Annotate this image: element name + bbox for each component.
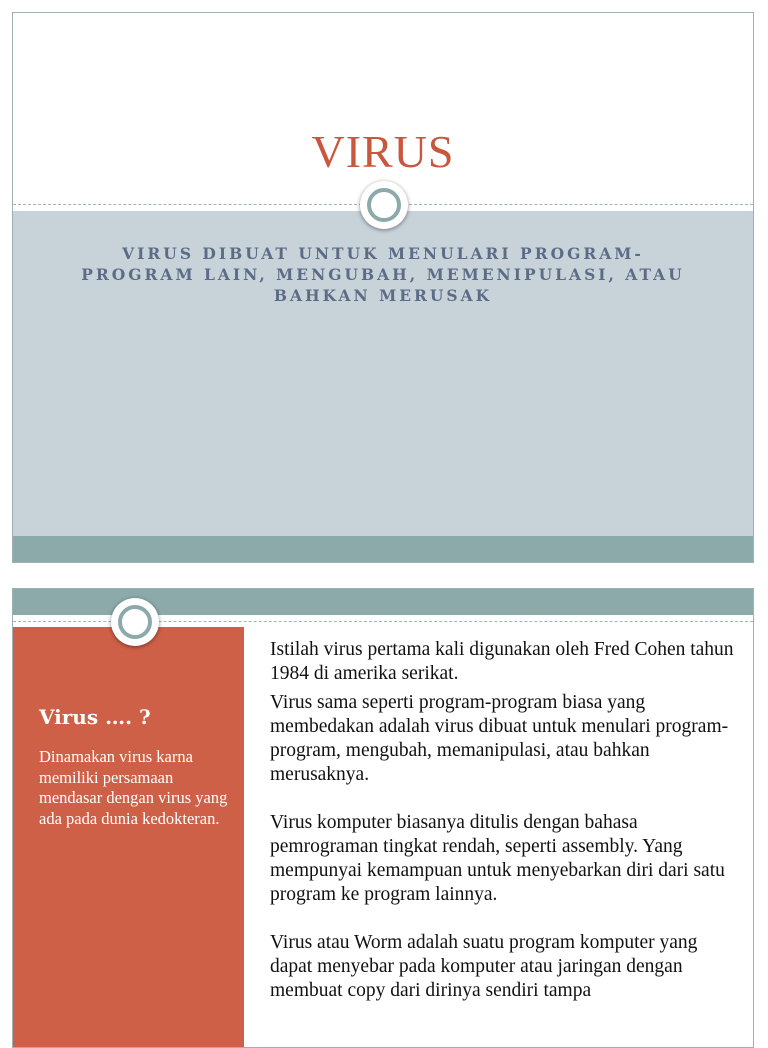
slide-title: VIRUS bbox=[311, 126, 455, 177]
ring-ornament-icon bbox=[360, 181, 408, 229]
content-body bbox=[270, 638, 740, 1008]
content-slide bbox=[12, 588, 754, 1048]
slide-subtitle: VIRUS DIBUAT UNTUK MENULARI PROGRAM-PROGRAM LAIN, MENGUBAH, MEMENIPULASI, ATAU BAHKAN MERUSAK bbox=[81, 244, 685, 305]
side-heading: Virus …. ? bbox=[39, 705, 151, 729]
paragraph: Virus atau Worm adalah suatu program komputer yang dapat menyebar pada komputer atau jaringan dengan membuat copy dari dirinya sendiri tampa bbox=[270, 932, 698, 1001]
side-body-text: Dinamakan virus karna memiliki persamaan mendasar dengan virus yang ada pada dunia kedokteran. bbox=[39, 747, 228, 828]
side-panel bbox=[13, 627, 244, 1048]
paragraph: Istilah virus pertama kali digunakan oleh Fred Cohen tahun 1984 di amerika serikat. bbox=[270, 639, 734, 684]
footer-bar bbox=[13, 536, 753, 562]
title-slide bbox=[12, 12, 754, 563]
ring-ornament-icon bbox=[111, 598, 159, 646]
paragraph: Virus komputer biasanya ditulis dengan bahasa pemrograman tingkat rendah, seperti assembly. Yang mempunyai kemampuan untuk menyebarkan diri dari satu program ke program lainnya. bbox=[270, 812, 725, 905]
paragraph: Virus sama seperti program-program biasa yang membedakan adalah virus dibuat untuk menulari program-program, mengubah, memanipulasi, atau bahkan merusaknya. bbox=[270, 692, 729, 785]
